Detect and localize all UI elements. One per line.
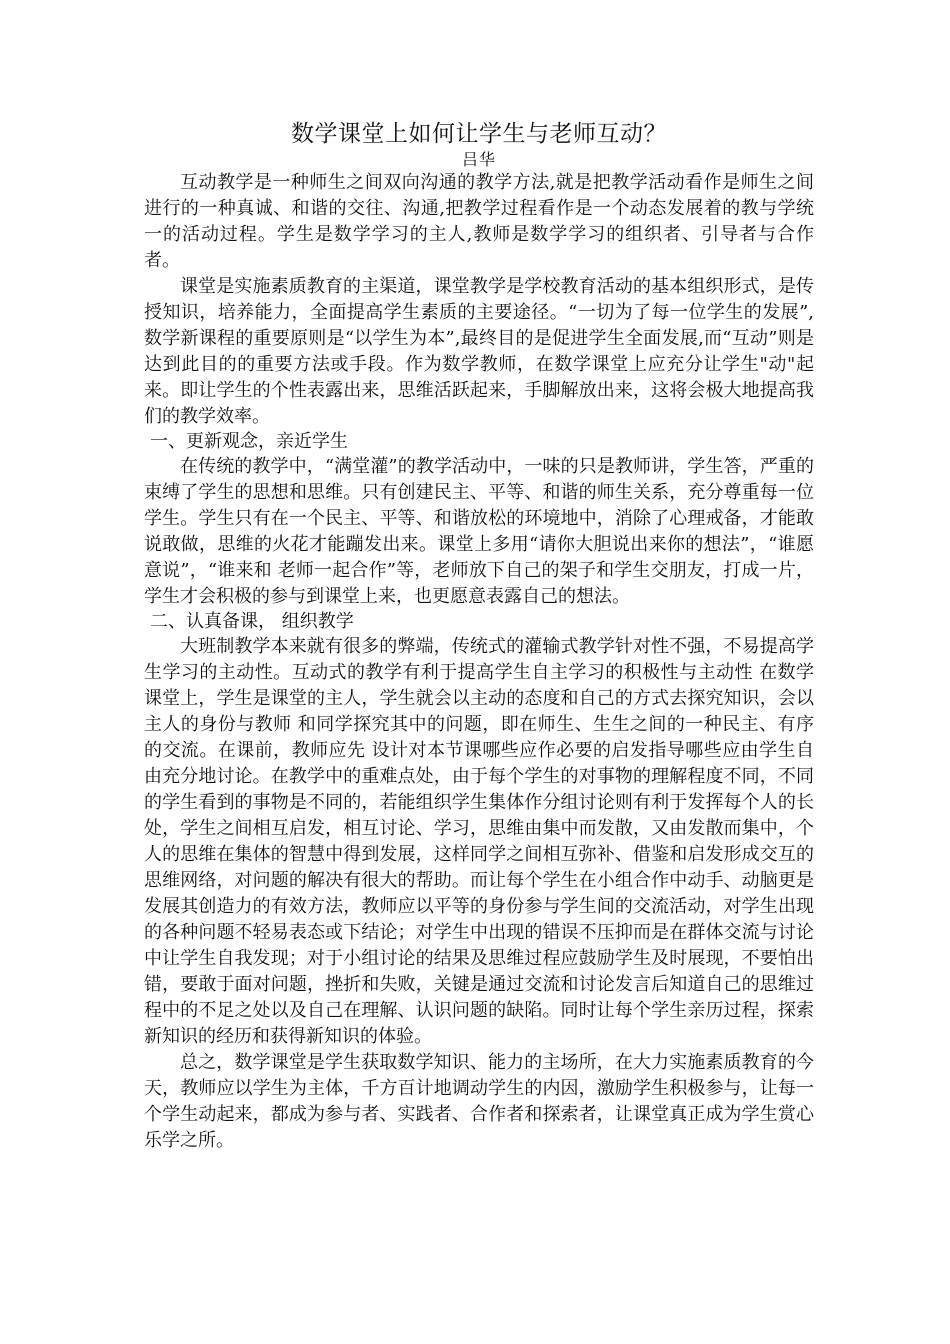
document-author: 吕华 [461, 150, 496, 169]
paragraph-conclusion: 总之，数学课堂是学生获取数学知识、能力的主场所，在大力实施素质教育的今天，教师应以学生为主体，千方百计地调动学生的内因，激励学生积极参与，让每一个学生动起来，都成为参与者、实践者、合作者和探索者，让课堂真正成为学生赏心乐学之所。 [144, 1052, 814, 1151]
paragraph-section-2: 大班制教学本来就有很多的弊端，传统式的灌输式教学针对性不强，不易提高学生学习的主动性。互动式的教学有利于提高学生自主学习的积极性与主动性 在数学课堂上，学生是课堂的主人，学生就会以主动的态度和自己的方式去探究知识，会以主人的身份与教师 和同学探究其中的问题，即在师生、生生之间的一种民主、有序的交流。在课前，教师应先 设计对本节课哪些应作必要的启发指导哪些应由学生自由充分地讨论。在教学中的重难点处，由于每个学生的对事物的理解程度不同，不同的学生看到的事物是不同的，若能组织学生集体作分组讨论则有利于发挥每个人的长处，学生之间相互启发，相互讨论、学习，思维由集中而发散，又由发散而集中，个人的思维在集体的智慧中得到发展，这样同学之间相互弥补、借鉴和启发形成交互的思维网络，对问题的解决有很大的帮助。而让每个学生在小组合作中动手、动脑更是发展其创造力的有效方法，教师应以平等的身份参与学生间的交流活动，对学生出现的各种问题不轻易表态或下结论；对学生中出现的错误不压抑而是在群体交流与讨论中让学生自我发现；对于小组讨论的结果及思维过程应鼓励学生及时展现，不要怕出错，要敢于面对问题，挫折和失败，关键是通过交流和讨论发言后知道自己的思维过程中的不足之处以及自己在理解、认识问题的缺陷。同时让每个学生亲历过程，探索新知识的经历和获得新知识的体验。 [144, 636, 814, 1047]
paragraph-section-1: 在传统的教学中，“满堂灌”的教学活动中，一味的只是教师讲，学生答，严重的束缚了学生的思想和思维。只有创建民主、平等、和谐的师生关系，充分尊重每一位学生。学生只有在一个民主、平等、和谐放松的环境地中，消除了心理戒备，才能敢说敢做，思维的火花才能蹦发出来。课堂上多用“请你大胆说出来你的想法”，“谁愿意说”，“谁来和 老师一起合作”等，老师放下自己的架子和学生交朋友，打成一片，学生才会积极的参与到课堂上来，也更愿意表露自己的想法。 [144, 456, 814, 607]
section-heading-2: 二、认真备课， 组织教学 [150, 611, 354, 632]
paragraph-intro: 互动教学是一种师生之间双向沟通的教学方法,就是把教学活动看作是师生之间进行的一种真诚、和谐的交往、沟通,把教学过程看作是一个动态发展着的教与学统一的活动过程。学生是数学学习的主人,教师是数学学习的组织者、引导者与合作者。 [144, 172, 814, 271]
document-body [144, 118, 814, 1154]
paragraph-classroom: 课堂是实施素质教育的主渠道，课堂教学是学校教育活动的基本组织形式，是传授知识，培养能力，全面提高学生素质的主要途径。“一切为了每一位学生的发展”,数学新课程的重要原则是“以学生为本”,最终目的是促进学生全面发展,而“互动”则是达到此目的的重要方法或手段。作为数学教师，在数学课堂上应充分让学生"动"起来。即让学生的个性表露出来，思维活跃起来，手脚解放出来，这将会极大地提高我们的教学效率。 [144, 276, 814, 427]
section-heading-1: 一、更新观念，亲近学生 [150, 431, 348, 452]
document-title: 数学课堂上如何让学生与老师互动？ [291, 121, 667, 147]
